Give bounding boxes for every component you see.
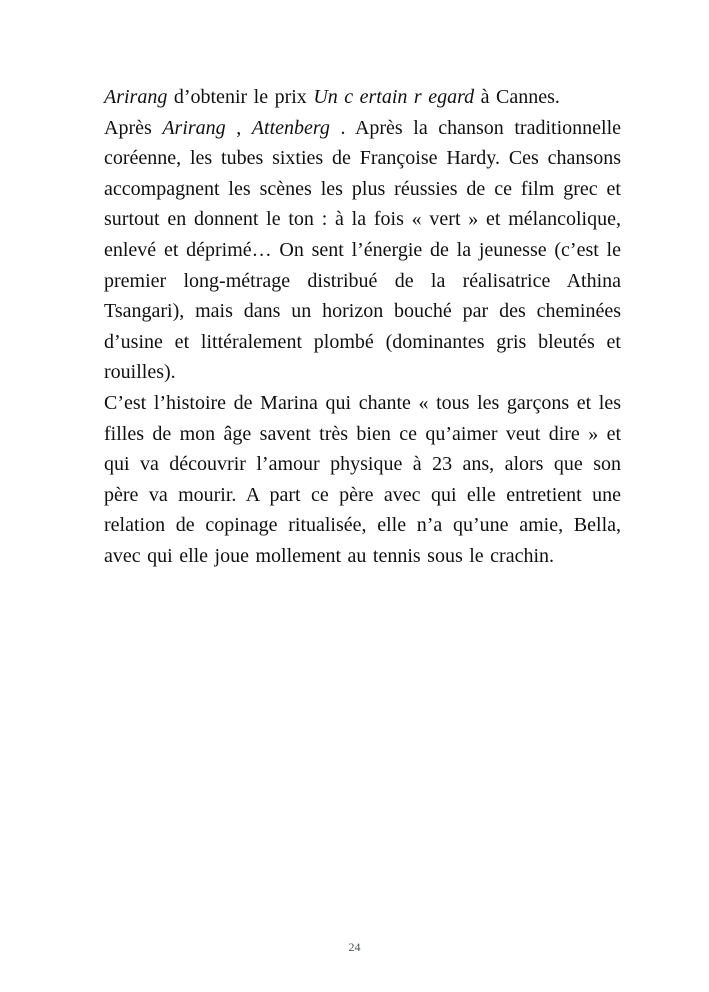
page-number: 24 bbox=[348, 940, 361, 954]
paragraph bbox=[104, 113, 621, 388]
text-run: à Cannes. bbox=[474, 86, 560, 108]
text-run: . Après la chanson traditionnelle coréenne, les tubes sixties de Françoise Hardy. Ces chansons accompagnent les scènes les plus réussies de ce film grec et surtout en donnent le ton : à la fois « vert » et mélancolique, enlevé et déprimé… On sent l’énergie de la jeunesse (c’est le premier long-métrage distribué de la réalisatrice Athina Tsangari), mais dans un horizon bouché par des cheminées d’usine et littéralement plombé (dominantes gris bleutés et rouilles). bbox=[104, 116, 621, 384]
italic-run: Un c ertain r egard bbox=[313, 86, 475, 108]
text-run: Après bbox=[104, 116, 163, 139]
text-run: , bbox=[225, 116, 252, 139]
paragraph bbox=[104, 388, 621, 572]
text-run: d’obtenir le prix bbox=[167, 86, 314, 108]
italic-run: Arirang bbox=[104, 86, 168, 108]
italic-run: Attenberg bbox=[251, 116, 330, 139]
paragraph bbox=[104, 82, 621, 113]
italic-run: Arirang bbox=[162, 116, 226, 139]
text-block bbox=[104, 82, 621, 572]
text-run: C’est l’histoire de Marina qui chante « tous les garçons et les filles de mon âge savent très bien ce qu’aimer veut dire » et qui va découvrir l’amour physique à 23 ans, alors que son père va mourir. A part ce père avec qui elle entretient une relation de copinage ritualisée, elle n’a qu’une amie, Bella, avec qui elle joue mollement au tennis sous le crachin. bbox=[104, 391, 621, 567]
